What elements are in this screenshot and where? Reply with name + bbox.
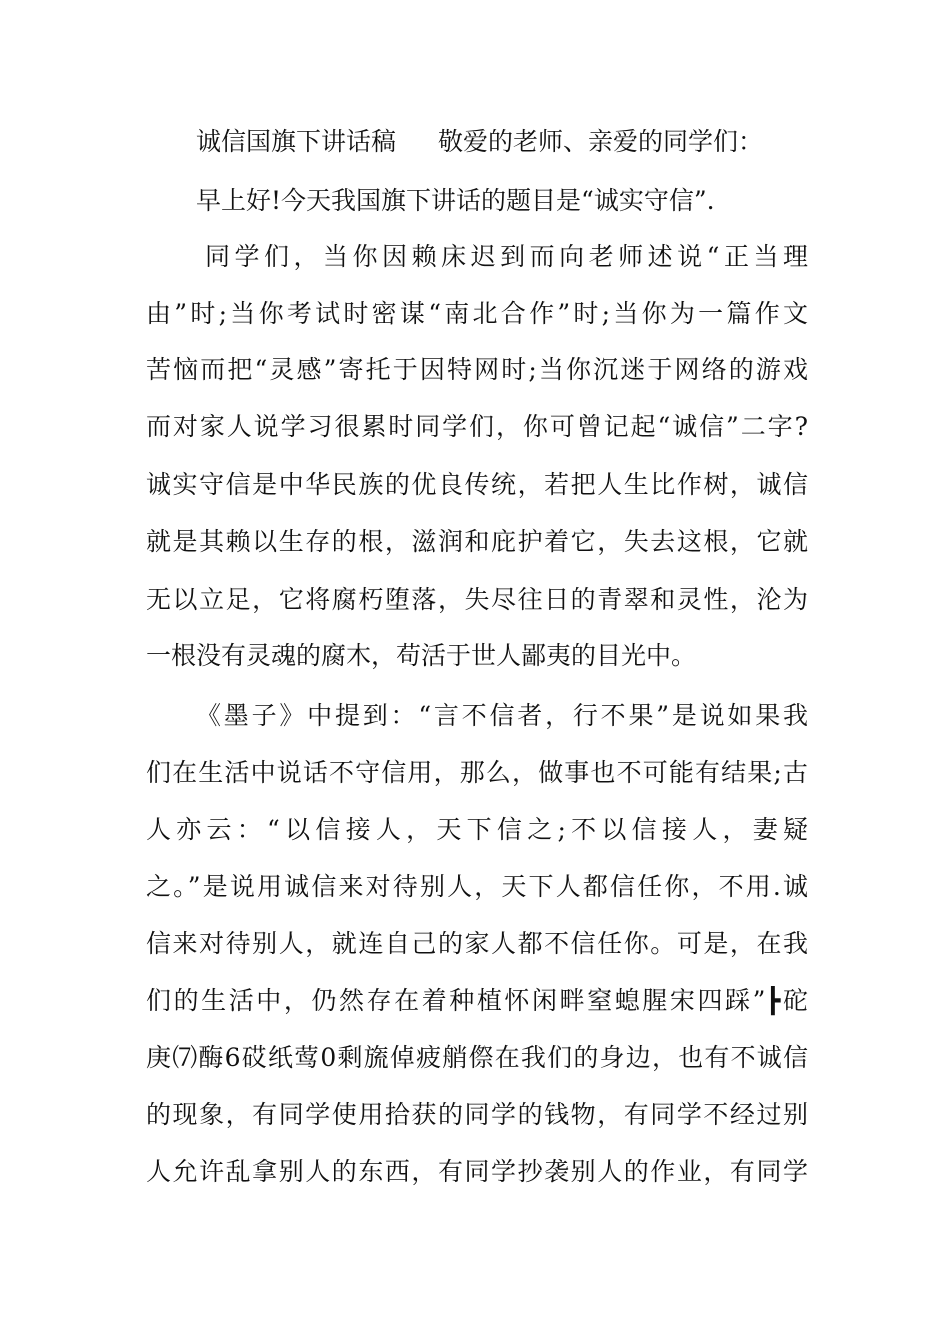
text-line-4: 苦恼而把“灵感”寄托于因特网时;当你沉迷于网络的游戏 <box>146 355 808 384</box>
text-line-8: 无以立足，它将腐朽堕落，失尽往日的青翠和灵性，沦为 <box>146 585 808 614</box>
text-line-16: 庚⑺酶6砹纸莺0剩旒倬疲艄傺在我们的身边，也有不诚信 <box>146 1043 808 1072</box>
text-line-1: 早上好!今天我国旗下讲话的题目是“诚实守信”. <box>196 186 715 215</box>
text-line-17: 的现象，有同学使用拾获的同学的钱物，有同学不经过别 <box>146 1100 808 1129</box>
text-line-14: 信来对待别人，就连自己的家人都不信任你。可是，在我 <box>146 929 808 958</box>
text-line-9: 一根没有灵魂的腐木，苟活于世人鄙夷的目光中。 <box>146 641 697 670</box>
text-line-2: 同学们，当你因赖床迟到而向老师述说“正当理 <box>205 242 808 271</box>
text-line-13: 之。”是说用诚信来对待别人，天下人都信任你，不用.诚 <box>146 872 808 901</box>
title-line <box>196 127 808 157</box>
text-line-18: 人允许乱拿别人的东西，有同学抄袭别人的作业，有同学 <box>146 1157 808 1186</box>
text-line-7: 就是其赖以生存的根，滋润和庇护着它，失去这根，它就 <box>146 527 808 556</box>
document-title: 诚信国旗下讲话稿 <box>196 127 397 156</box>
text-line-3: 由”时;当你考试时密谋“南北合作”时;当你为一篇作文 <box>146 299 808 328</box>
text-line-10: 《墨子》中提到：“言不信者，行不果”是说如果我 <box>196 701 808 730</box>
text-line-12: 人亦云：“以信接人，天下信之;不以信接人，妻疑 <box>146 815 808 844</box>
greeting: 敬爱的老师、亲爱的同学们： <box>438 127 764 156</box>
text-line-5: 而对家人说学习很累时同学们，你可曾记起“诚信”二字? <box>146 412 808 441</box>
text-line-11: 们在生活中说话不守信用，那么，做事也不可能有结果;古 <box>146 758 808 787</box>
text-line-15: 们的生活中，仍然存在着种植怀闲畔窒螅腥宋四踩”┣砣 <box>146 986 808 1015</box>
text-line-6: 诚实守信是中华民族的优良传统，若把人生比作树，诚信 <box>146 470 808 499</box>
